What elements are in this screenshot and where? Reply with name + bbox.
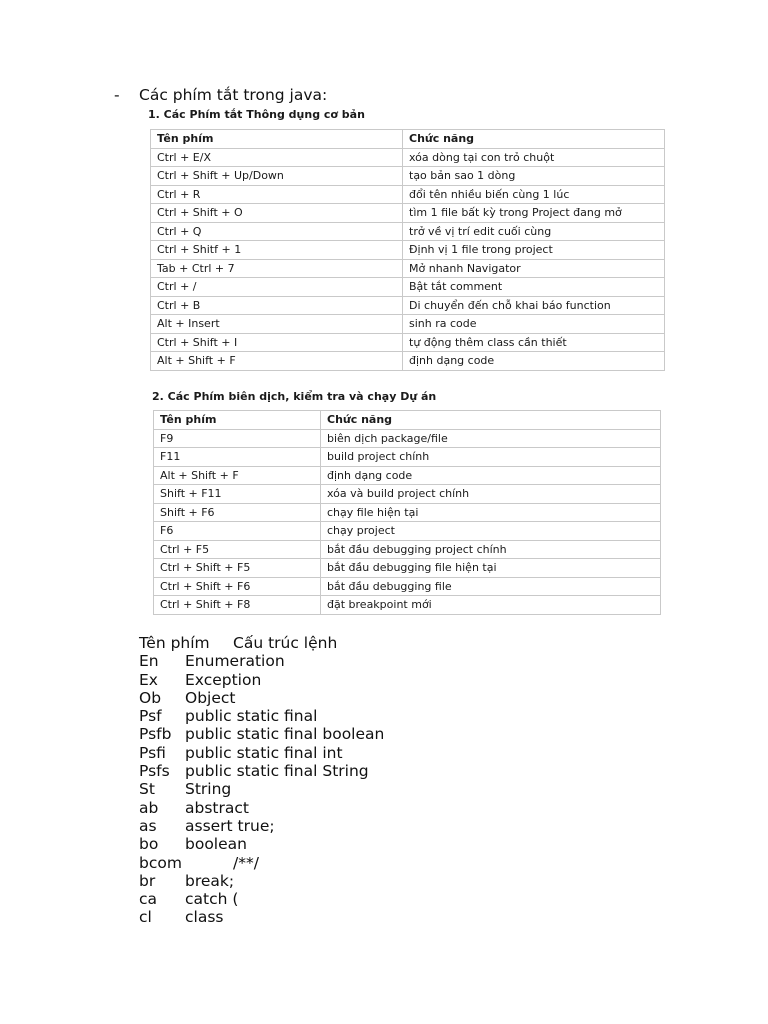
section1-title: 1. Các Phím tắt Thông dụng cơ bản bbox=[148, 108, 365, 121]
key-cell: Shift + F11 bbox=[154, 485, 321, 504]
expansion: Object bbox=[185, 688, 236, 707]
expansion: Enumeration bbox=[185, 652, 285, 671]
abbrev: bo bbox=[139, 835, 159, 854]
expansion: break; bbox=[185, 871, 235, 890]
expansion: assert true; bbox=[185, 816, 275, 835]
key-cell: Ctrl + Shift + I bbox=[151, 333, 403, 352]
key-cell: Ctrl + / bbox=[151, 278, 403, 297]
expansion: abstract bbox=[185, 798, 249, 817]
function-cell: tìm 1 file bất kỳ trong Project đang mở bbox=[403, 204, 665, 223]
function-cell: đặt breakpoint mới bbox=[321, 596, 661, 615]
table-row bbox=[151, 315, 665, 334]
abbrev: Psfb bbox=[139, 725, 172, 744]
key-cell: Ctrl + Shift + F8 bbox=[154, 596, 321, 615]
expansion: public static final boolean bbox=[185, 725, 385, 744]
expansion: /**/ bbox=[233, 853, 259, 872]
abbrev: br bbox=[139, 871, 156, 890]
function-cell: đổi tên nhiều biến cùng 1 lúc bbox=[403, 185, 665, 204]
key-cell: Alt + Insert bbox=[151, 315, 403, 334]
function-cell: tạo bản sao 1 dòng bbox=[403, 167, 665, 186]
function-cell: Định vị 1 file trong project bbox=[403, 241, 665, 260]
key-cell: Ctrl + R bbox=[151, 185, 403, 204]
abbrev: Psfi bbox=[139, 743, 166, 762]
key-cell: Ctrl + Shift + O bbox=[151, 204, 403, 223]
table-row bbox=[151, 333, 665, 352]
abbrev: Psfs bbox=[139, 762, 170, 781]
key-cell: Tab + Ctrl + 7 bbox=[151, 259, 403, 278]
function-cell: định dạng code bbox=[321, 466, 661, 485]
column-header-key: Tên phím bbox=[154, 411, 321, 430]
bullet-dash: - bbox=[114, 86, 120, 104]
function-cell: trở về vị trí edit cuối cùng bbox=[403, 222, 665, 241]
abbrev: ca bbox=[139, 890, 158, 909]
table-row bbox=[154, 596, 661, 615]
key-cell: Shift + F6 bbox=[154, 503, 321, 522]
key-cell: Alt + Shift + F bbox=[154, 466, 321, 485]
column-header-function: Chức năng bbox=[321, 411, 661, 430]
intro-text: Các phím tắt trong java: bbox=[139, 86, 328, 104]
function-cell: chạy project bbox=[321, 522, 661, 541]
table-header-row bbox=[154, 411, 661, 430]
table-row bbox=[154, 466, 661, 485]
table-row bbox=[151, 222, 665, 241]
key-cell: Ctrl + Shitf + 1 bbox=[151, 241, 403, 260]
key-cell: Ctrl + Q bbox=[151, 222, 403, 241]
expansion: public static final String bbox=[185, 762, 369, 781]
key-cell: Ctrl + E/X bbox=[151, 148, 403, 167]
key-cell: F11 bbox=[154, 448, 321, 467]
build-run-shortcuts-table bbox=[153, 410, 661, 615]
table-row bbox=[151, 278, 665, 297]
function-cell: Bật tắt comment bbox=[403, 278, 665, 297]
table-row bbox=[154, 540, 661, 559]
function-cell: xóa và build project chính bbox=[321, 485, 661, 504]
table-row bbox=[151, 167, 665, 186]
table-header-row bbox=[151, 130, 665, 149]
list-header-key: Tên phím bbox=[139, 634, 210, 652]
table-row bbox=[154, 503, 661, 522]
intro-line bbox=[114, 86, 327, 104]
function-cell: sinh ra code bbox=[403, 315, 665, 334]
table-row bbox=[154, 448, 661, 467]
function-cell: bắt đầu debugging file hiện tại bbox=[321, 559, 661, 578]
key-cell: Ctrl + B bbox=[151, 296, 403, 315]
key-cell: Ctrl + Shift + F5 bbox=[154, 559, 321, 578]
function-cell: Mở nhanh Navigator bbox=[403, 259, 665, 278]
common-shortcuts-table bbox=[150, 129, 665, 371]
table-row bbox=[151, 185, 665, 204]
function-cell: build project chính bbox=[321, 448, 661, 467]
function-cell: chạy file hiện tại bbox=[321, 503, 661, 522]
abbrev: as bbox=[139, 816, 157, 835]
table-row bbox=[154, 522, 661, 541]
key-cell: Alt + Shift + F bbox=[151, 352, 403, 371]
abbrev: Psf bbox=[139, 707, 162, 726]
expansion: String bbox=[185, 780, 232, 799]
list-header-structure: Cấu trúc lệnh bbox=[233, 634, 338, 652]
column-header-key: Tên phím bbox=[151, 130, 403, 149]
function-cell: bắt đầu debugging file bbox=[321, 577, 661, 596]
function-cell: biên dịch package/file bbox=[321, 429, 661, 448]
abbrev: Ex bbox=[139, 670, 158, 689]
table-row bbox=[151, 241, 665, 260]
section2-title: 2. Các Phím biên dịch, kiểm tra và chạy Dự án bbox=[152, 390, 437, 403]
abbrev: ab bbox=[139, 798, 159, 817]
expansion: public static final int bbox=[185, 743, 343, 762]
function-cell: Di chuyển đến chỗ khai báo function bbox=[403, 296, 665, 315]
table-row bbox=[151, 259, 665, 278]
function-cell: định dạng code bbox=[403, 352, 665, 371]
expansion: public static final bbox=[185, 707, 318, 726]
key-cell: Ctrl + F5 bbox=[154, 540, 321, 559]
key-cell: F6 bbox=[154, 522, 321, 541]
key-cell: Ctrl + Shift + Up/Down bbox=[151, 167, 403, 186]
abbrev: Ob bbox=[139, 688, 162, 707]
table-row bbox=[154, 485, 661, 504]
table-row bbox=[154, 559, 661, 578]
table-row bbox=[154, 429, 661, 448]
expansion: Exception bbox=[185, 670, 262, 689]
expansion: boolean bbox=[185, 835, 247, 854]
abbrev: St bbox=[139, 780, 155, 799]
function-cell: bắt đầu debugging project chính bbox=[321, 540, 661, 559]
table-row bbox=[151, 204, 665, 223]
expansion: class bbox=[185, 908, 224, 927]
key-cell: F9 bbox=[154, 429, 321, 448]
expansion: catch ( bbox=[185, 890, 239, 909]
table-row bbox=[151, 148, 665, 167]
function-cell: xóa dòng tại con trỏ chuột bbox=[403, 148, 665, 167]
table-row bbox=[151, 352, 665, 371]
function-cell: tự động thêm class cần thiết bbox=[403, 333, 665, 352]
key-cell: Ctrl + Shift + F6 bbox=[154, 577, 321, 596]
abbrev: bcom bbox=[139, 853, 182, 872]
table-row bbox=[151, 296, 665, 315]
abbrev: En bbox=[139, 652, 159, 671]
abbrev: cl bbox=[139, 908, 152, 927]
table-row bbox=[154, 577, 661, 596]
column-header-function: Chức năng bbox=[403, 130, 665, 149]
